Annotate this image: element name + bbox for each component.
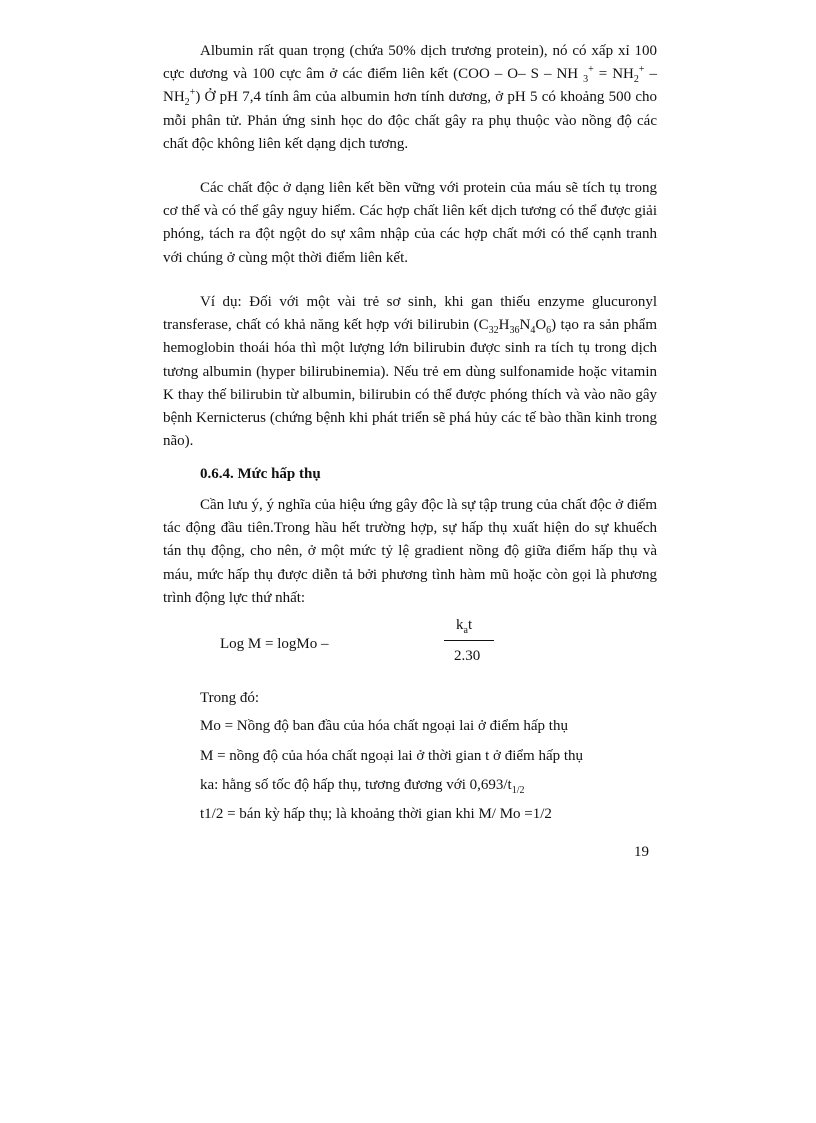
subscript: 2	[184, 97, 190, 109]
subscript: 3	[583, 74, 589, 86]
where-label: Trong đó:	[200, 690, 260, 706]
definition-ka	[200, 777, 524, 794]
text-run: H	[498, 317, 510, 334]
text-run: = NH	[593, 66, 634, 83]
definition-t-half: t1/2 = bán kỳ hấp thụ; là khoảng thời gian khi M/ Mo =1/2	[200, 806, 552, 822]
superscript: +	[189, 87, 196, 99]
superscript: +	[588, 64, 594, 76]
subscript: 6	[546, 325, 552, 337]
text-run: O	[535, 317, 547, 334]
fraction-bar	[444, 640, 494, 641]
definition-m: M = nồng độ của hóa chất ngoại lai ở thời gian t ở điểm hấp thụ	[200, 748, 584, 764]
text-run: N	[519, 317, 531, 334]
text-run: – NH	[163, 66, 658, 106]
paragraph-albumin	[163, 40, 657, 156]
subscript: 32	[488, 325, 499, 337]
page-number: 19	[634, 844, 649, 860]
definition-mo: Mo = Nồng độ ban đầu của hóa chất ngoại lai ở điểm hấp thụ	[200, 718, 568, 734]
text-run: t	[467, 617, 473, 633]
text-run: Ví dụ: Đối với một vài trẻ sơ sinh, khi gan thiếu enzyme glucuronyl transferase, chất có khả năng kết hợp với bilirubin (C	[163, 294, 657, 334]
equation-left-side: Log M = logMo –	[220, 636, 329, 652]
text-run: Albumin rất quan trọng (chứa 50% dịch trương protein), nó có xấp xỉ 100 cực dương và 100 cực âm ở các điểm liên kết (COO – O– S – NH	[163, 43, 657, 83]
subscript: 4	[530, 325, 536, 337]
paragraph-example	[163, 291, 657, 453]
paragraph-absorption: Cần lưu ý, ý nghĩa của hiệu ứng gây độc là sự tập trung của chất độc ở điểm tác động đầu tiên.Trong hầu hết trường hợp, sự hấp thụ xuất hiện do sự khuếch tán thụ động, cho nên, ở một mức tỷ lệ gradient nồng độ giữa điểm hấp thụ và máu, mức hấp thụ được diễn tả bởi phương tình hàm mũ hoặc còn gọi là phương trình động lực thứ nhất:	[163, 497, 657, 606]
text-run: k	[456, 617, 464, 633]
paragraph-bound-toxins: Các chất độc ở dạng liên kết bền vững với protein của máu sẽ tích tụ trong cơ thể và có thể gây nguy hiểm. Các hợp chất liên kết dịch tương có thể được giải phóng, tách ra đột ngột do sự xâm nhập của các hợp chất mới có thể cạnh tranh với chúng ở cùng một thời điểm liên kết.	[163, 180, 657, 266]
text-run: ) tạo ra sản phẩm hemoglobin thoái hóa thì một lượng lớn bilirubin được sinh ra tích tụ trong dịch tương albumin (hyper bilirubinemia). Nếu trẻ em dùng sulfonamide hoặc vitamin K thay thế bilirubin từ albumin, bilirubin có thể được phóng thích và vào não gây bệnh Kernicterus (chứng bệnh khi phát triển sẽ phá hủy các tế bào thần kinh trong não).	[163, 317, 657, 450]
equation-denominator: 2.30	[454, 648, 481, 664]
subscript: 36	[509, 325, 520, 337]
subscript: 2	[633, 74, 639, 86]
text-run: ) Ở pH 7,4 tính âm của albumin hơn tính dương, ở pH 5 có khoảng 500 cho mỗi phân tử. Phản ứng sinh học do độc chất gây ra phụ thuộc vào nồng độ các chất độc không liên kết dạng dịch tương.	[163, 89, 657, 152]
text-run: ka: hằng số tốc độ hấp thụ, tương đương với 0,693/t	[200, 777, 512, 793]
subscript: 1/2	[511, 785, 525, 796]
subscript: a	[463, 625, 468, 636]
section-heading: 0.6.4. Mức hấp thụ	[200, 466, 321, 482]
equation-numerator	[456, 617, 472, 634]
superscript: +	[638, 64, 645, 76]
